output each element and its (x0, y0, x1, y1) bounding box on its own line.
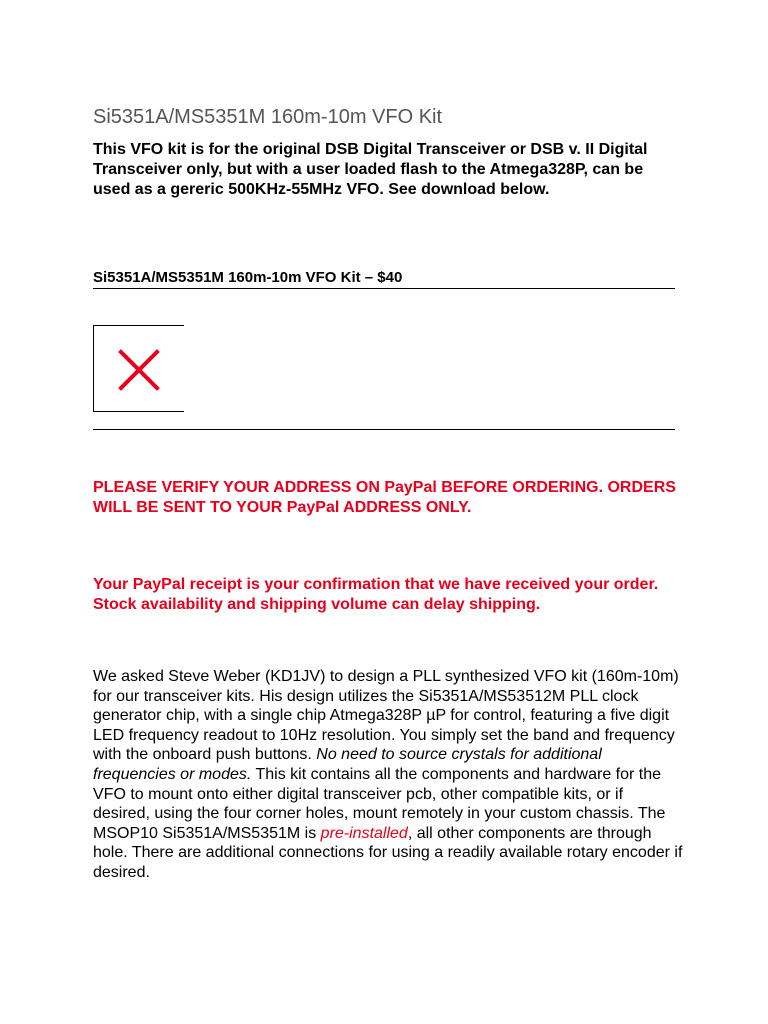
pre-installed-note: pre-installed (320, 824, 408, 842)
receipt-warning: Your PayPal receipt is your confirmation that we have received your order. Stock availability and shipping volume can delay shipping. (93, 576, 659, 613)
description-text-3: , all other components are through hole. There are additional connections for using a readily available rotary encoder if desired. (93, 824, 683, 881)
page-title: Si5351A/MS5351M 160m-10m VFO Kit (93, 106, 443, 128)
description-italic-note: No need to source crystals for additional frequencies or modes. (93, 746, 602, 783)
broken-image-x-icon (118, 349, 160, 391)
address-warning: PLEASE VERIFY YOUR ADDRESS ON PayPal BEFORE ORDERING. ORDERS WILL BE SENT TO YOUR PayPal ADDRESS ONLY. (93, 479, 676, 516)
intro-paragraph: This VFO kit is for the original DSB Digital Transceiver or DSB v. II Digital Transceiver only, but with a user loaded flash to the Atmega328P, can be used as a gereric 500KHz-55MHz VFO. See download below. (93, 141, 648, 198)
product-heading: Si5351A/MS5351M 160m-10m VFO Kit – $40 (93, 268, 675, 289)
description-text-1: We asked Steve Weber (KD1JV) to design a PLL synthesized VFO kit (160m-10m) for our transceiver kits. His design utilizes the Si5351A/MS53512M PLL clock generator chip, with a single chip Atmega328P µP for control, featuring a five digit LED frequency readout to 10Hz resolution. You simply set the band and frequency with the onboard push buttons. (93, 668, 679, 764)
section-divider (93, 429, 675, 430)
description-text-2: This kit contains all the components and hardware for the VFO to mount onto either digital transceiver pcb, other compatible kits, or if desired, using the four corner holes, mount remotely in your custom chassis. The MSOP10 Si5351A/MS5351M is (93, 765, 666, 842)
description-paragraph (93, 667, 683, 883)
product-image-placeholder (93, 325, 184, 412)
